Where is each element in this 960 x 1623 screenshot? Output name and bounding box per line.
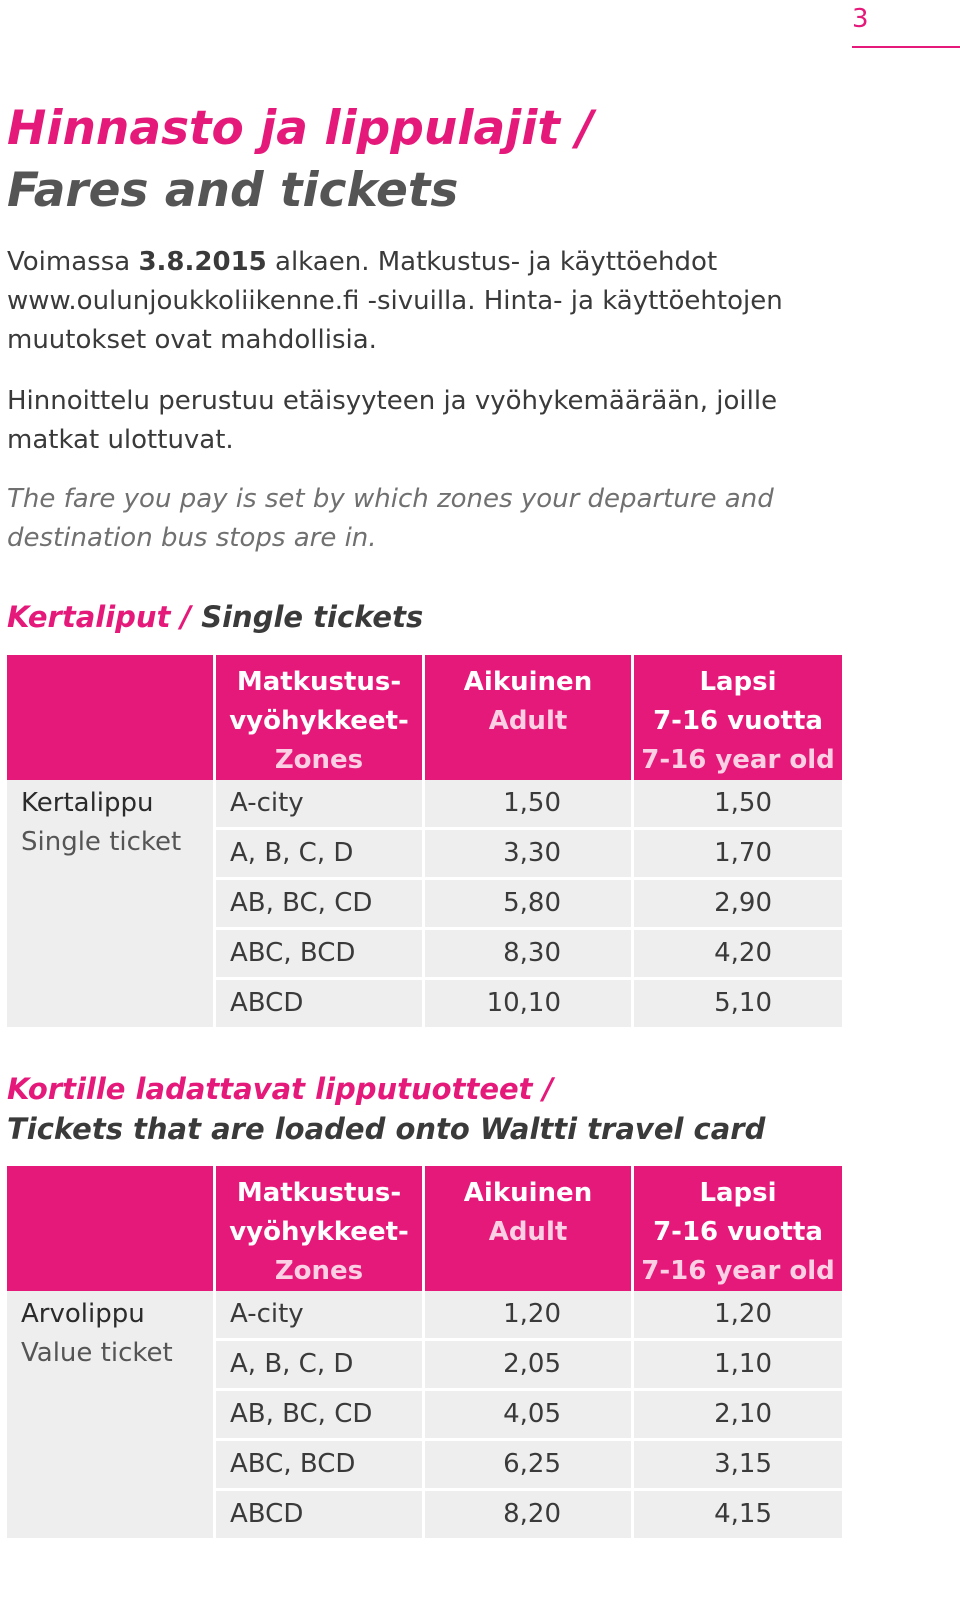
card-heading-fi: Kortille ladattavat lipputuotteet / [7, 1072, 554, 1106]
page-title [7, 98, 593, 222]
zone-cell: ABC, BCD [216, 1441, 425, 1491]
header-child [634, 655, 842, 780]
header-adult [425, 1166, 634, 1291]
zone-cell: ABCD [216, 1491, 425, 1541]
header-child-en: 7-16 year old [641, 745, 835, 775]
ticket-type-label [7, 780, 216, 1030]
adult-price-cell: 8,30 [425, 930, 634, 980]
adult-price-cell: 8,20 [425, 1491, 634, 1541]
header-adult [425, 655, 634, 780]
single-heading-en: Single tickets [201, 600, 424, 634]
zone-cell: A, B, C, D [216, 830, 425, 880]
ticket-type-en: Value ticket [21, 1338, 173, 1368]
ticket-type-label [7, 1291, 216, 1541]
zone-cell: A, B, C, D [216, 1341, 425, 1391]
header-zones [216, 1166, 425, 1291]
adult-price-cell: 4,05 [425, 1391, 634, 1441]
zone-cell: AB, BC, CD [216, 880, 425, 930]
header-zones-en: Zones [274, 1256, 364, 1286]
header-child-fi-1: Lapsi [699, 1178, 777, 1208]
header-zones-fi-1: Matkustus- [236, 667, 402, 697]
table-header-row [7, 655, 842, 780]
pricing-paragraph-en: The fare you pay is set by which zones your departure and destination bus stops are in. [7, 484, 774, 553]
card-tickets-heading [7, 1069, 765, 1149]
header-adult-en: Adult [488, 706, 568, 736]
header-zones-en: Zones [274, 745, 364, 775]
page-title-en: Fares and tickets [7, 163, 459, 218]
zone-cell: ABCD [216, 980, 425, 1030]
validity-date: 3.8.2015 [138, 247, 267, 277]
zone-cell: ABC, BCD [216, 930, 425, 980]
child-price-cell: 1,50 [634, 780, 842, 830]
adult-price-cell: 1,20 [425, 1291, 634, 1341]
page-number-rule [852, 46, 960, 48]
child-price-cell: 1,10 [634, 1341, 842, 1391]
header-adult-fi: Aikuinen [463, 1178, 593, 1208]
child-price-cell: 1,20 [634, 1291, 842, 1341]
card-heading-en: Tickets that are loaded onto Waltti travel card [7, 1112, 766, 1146]
child-price-cell: 2,90 [634, 880, 842, 930]
adult-price-cell: 10,10 [425, 980, 634, 1030]
validity-text-post: alkaen. Matkustus- ja käyttöehdot www.oulunjoukkoliikenne.fi -sivuilla. Hinta- ja käyttöehtojen muutokset ovat mahdollisia. [7, 247, 783, 355]
header-empty [7, 1166, 216, 1291]
table-row [7, 1291, 842, 1341]
header-adult-en: Adult [488, 1217, 568, 1247]
zone-cell: A-city [216, 780, 425, 830]
header-empty [7, 655, 216, 780]
header-zones-fi-2: vyöhykkeet- [229, 1217, 409, 1247]
child-price-cell: 1,70 [634, 830, 842, 880]
table-header-row [7, 1166, 842, 1291]
ticket-type-fi: Arvolippu [21, 1299, 145, 1329]
header-zones-fi-2: vyöhykkeet- [229, 706, 409, 736]
validity-text-pre: Voimassa [7, 247, 139, 277]
zone-cell: A-city [216, 1291, 425, 1341]
child-price-cell: 5,10 [634, 980, 842, 1030]
header-zones-fi-1: Matkustus- [236, 1178, 402, 1208]
page-number: 3 [852, 4, 869, 34]
child-price-cell: 2,10 [634, 1391, 842, 1441]
header-adult-fi: Aikuinen [463, 667, 593, 697]
header-child-fi-2: 7-16 vuotta [653, 1217, 823, 1247]
header-child-en: 7-16 year old [641, 1256, 835, 1286]
child-price-cell: 4,15 [634, 1491, 842, 1541]
header-zones [216, 655, 425, 780]
header-child-fi-2: 7-16 vuotta [653, 706, 823, 736]
child-price-cell: 3,15 [634, 1441, 842, 1491]
single-tickets-heading [7, 597, 423, 637]
single-heading-fi: Kertaliput / [7, 600, 202, 634]
adult-price-cell: 3,30 [425, 830, 634, 880]
adult-price-cell: 1,50 [425, 780, 634, 830]
pricing-paragraph-fi: Hinnoittelu perustuu etäisyyteen ja vyöhykemäärään, joille matkat ulottuvat. [7, 386, 778, 455]
child-price-cell: 4,20 [634, 930, 842, 980]
adult-price-cell: 5,80 [425, 880, 634, 930]
adult-price-cell: 6,25 [425, 1441, 634, 1491]
header-child-fi-1: Lapsi [699, 667, 777, 697]
adult-price-cell: 2,05 [425, 1341, 634, 1391]
validity-paragraph [7, 243, 837, 360]
single-tickets-table [7, 655, 842, 1030]
ticket-type-en: Single ticket [21, 827, 182, 857]
card-tickets-table [7, 1166, 842, 1541]
zone-cell: AB, BC, CD [216, 1391, 425, 1441]
table-row [7, 780, 842, 830]
ticket-type-fi: Kertalippu [21, 788, 154, 818]
header-child [634, 1166, 842, 1291]
page-title-fi: Hinnasto ja lippulajit / [7, 101, 594, 156]
